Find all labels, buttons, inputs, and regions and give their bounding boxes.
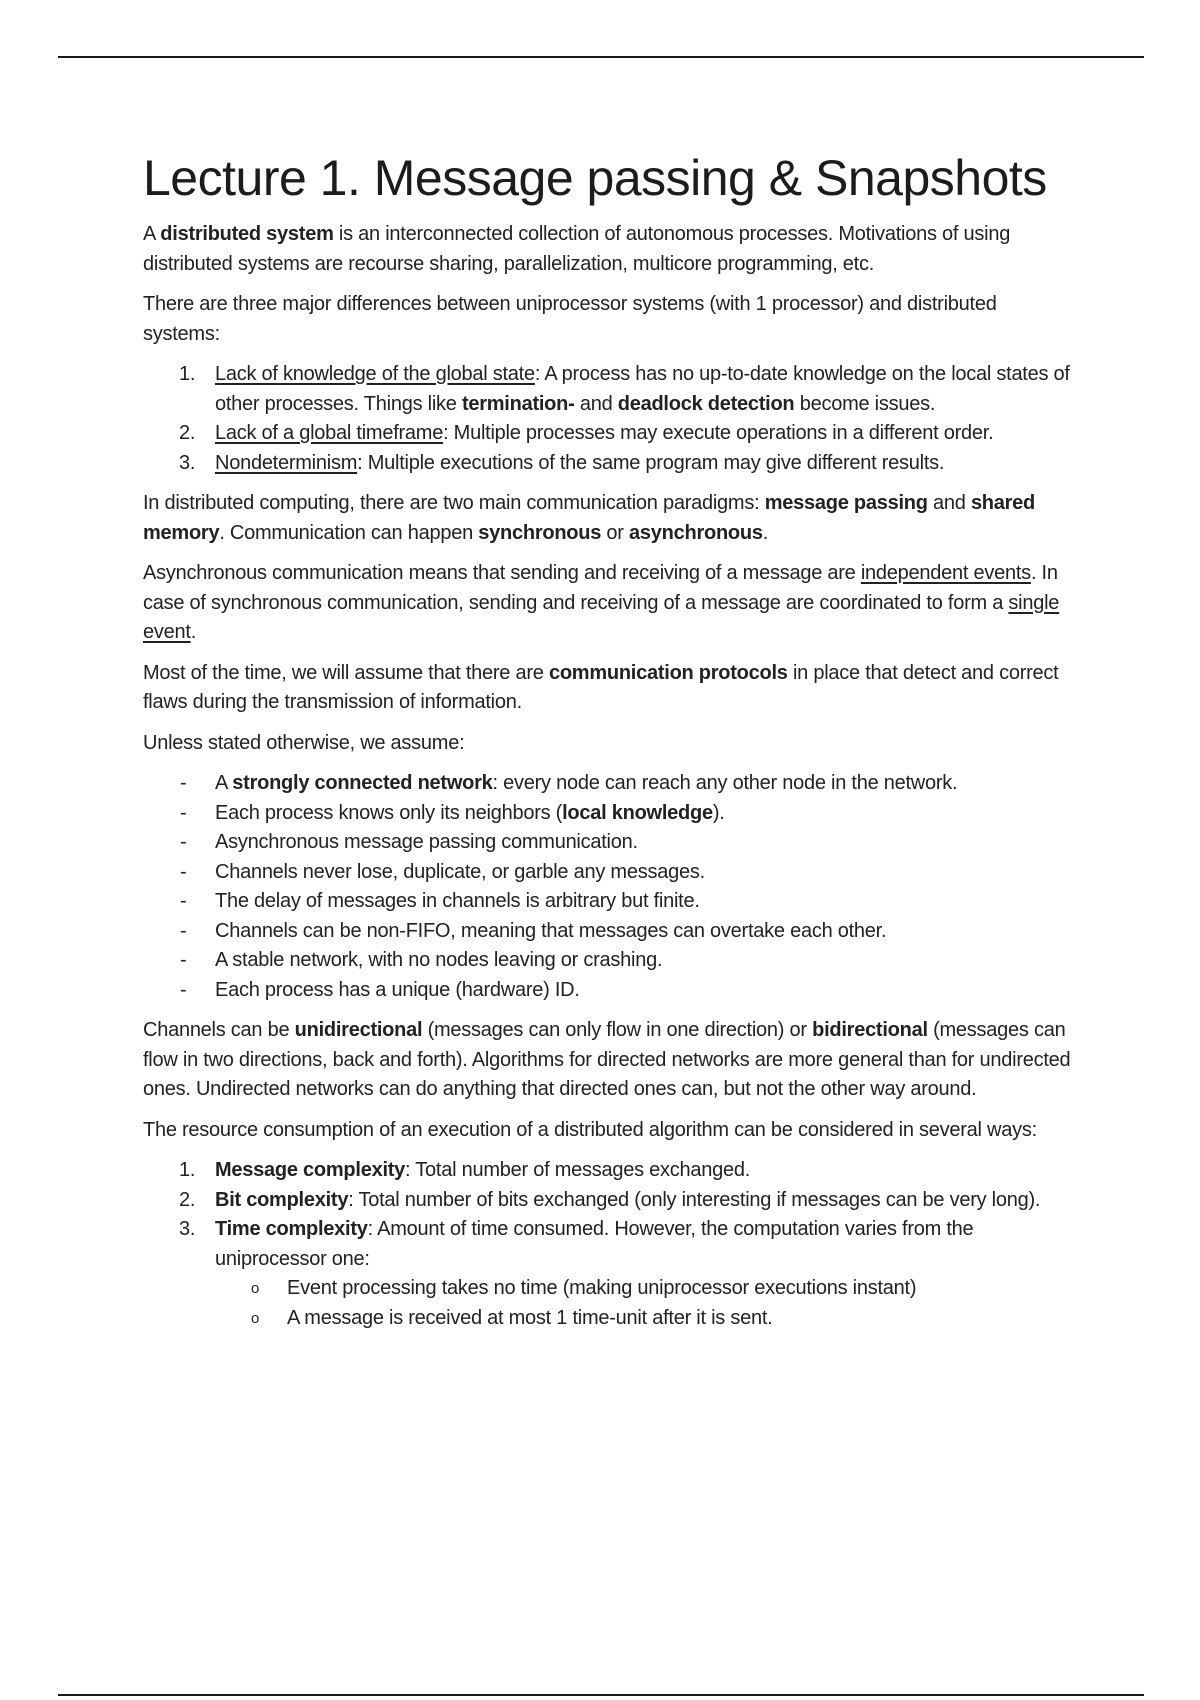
bottom-rule xyxy=(58,1694,1144,1696)
paragraph-resources: The resource consumption of an execution of a distributed algorithm can be considered in several ways: xyxy=(143,1118,1037,1141)
assumptions-list xyxy=(143,769,1073,1005)
paragraph-channels: Channels can be unidirectional (messages can only flow in one direction) or bidirectional (messages can flow in two directions, back and forth). Algorithms for directed networks are more general than for undirected ones. Undirected networks can do anything that directed ones can, but not the other way around. xyxy=(143,1019,1071,1100)
list-item: 2. Bit complexity: Total number of bits exchanged (only interesting if messages can be very long). xyxy=(179,1188,1041,1211)
paragraph-async: Asynchronous communication means that sending and receiving of a message are independent events. In case of synchronous communication, sending and receiving of a message are coordinated to form a single event. xyxy=(143,562,1060,643)
top-rule xyxy=(58,56,1144,58)
paragraph-protocols: Most of the time, we will assume that there are communication protocols in place that detect and correct flaws during the transmission of information. xyxy=(143,661,1059,713)
page-title: Lecture 1. Message passing & Snapshots xyxy=(143,150,1047,206)
list-item: 1. Lack of knowledge of the global state: A process has no up-to-date knowledge on the local states of other processes. Things like termination- and deadlock detection become issues. xyxy=(179,363,1070,415)
list-item: - A strongly connected network: every node can reach any other node in the network. xyxy=(180,772,958,794)
complexity-list xyxy=(143,1156,1073,1333)
list-item: - Asynchronous message passing communication. xyxy=(180,831,638,853)
paragraph-differences-intro: There are three major differences between uniprocessor systems (with 1 processor) and distributed systems: xyxy=(143,293,997,345)
list-item: o Event processing takes no time (making uniprocessor executions instant) xyxy=(251,1277,917,1299)
list-item: 2. Lack of a global timeframe: Multiple processes may execute operations in a different order. xyxy=(179,422,994,444)
differences-list xyxy=(143,360,1073,478)
paragraph-intro: A distributed system is an interconnected collection of autonomous processes. Motivations of using distributed systems are recourse sharing, parallelization, multicore programming, etc. xyxy=(143,223,1011,275)
list-item: - Each process has a unique (hardware) ID. xyxy=(180,978,580,1001)
list-item: - The delay of messages in channels is arbitrary but finite. xyxy=(180,890,700,912)
list-item: 1. Message complexity: Total number of messages exchanged. xyxy=(179,1159,751,1181)
list-item: 3. Nondeterminism: Multiple executions of the same program may give different results. xyxy=(179,451,945,474)
paragraph-assume: Unless stated otherwise, we assume: xyxy=(143,731,465,754)
paragraph-paradigms: In distributed computing, there are two main communication paradigms: message passing and shared memory. Communication can happen synchronous or asynchronous. xyxy=(143,492,1036,544)
list-item: - Channels never lose, duplicate, or garble any messages. xyxy=(180,860,705,883)
list-item: o A message is received at most 1 time-unit after it is sent. xyxy=(251,1306,773,1329)
document-body xyxy=(143,148,1073,1344)
list-item: - Each process knows only its neighbors (local knowledge). xyxy=(180,801,725,824)
list-item: - A stable network, with no nodes leaving or crashing. xyxy=(180,949,663,971)
time-complexity-sublist xyxy=(215,1274,1073,1333)
list-item: - Channels can be non-FIFO, meaning that messages can overtake each other. xyxy=(180,919,887,942)
list-item: 3. Time complexity: Amount of time consumed. However, the computation varies from the uniprocessor one: o Event processing takes no time (making uniprocessor executions instant) o A message is received at most 1 time-unit after it is sent. xyxy=(143,1215,1073,1333)
